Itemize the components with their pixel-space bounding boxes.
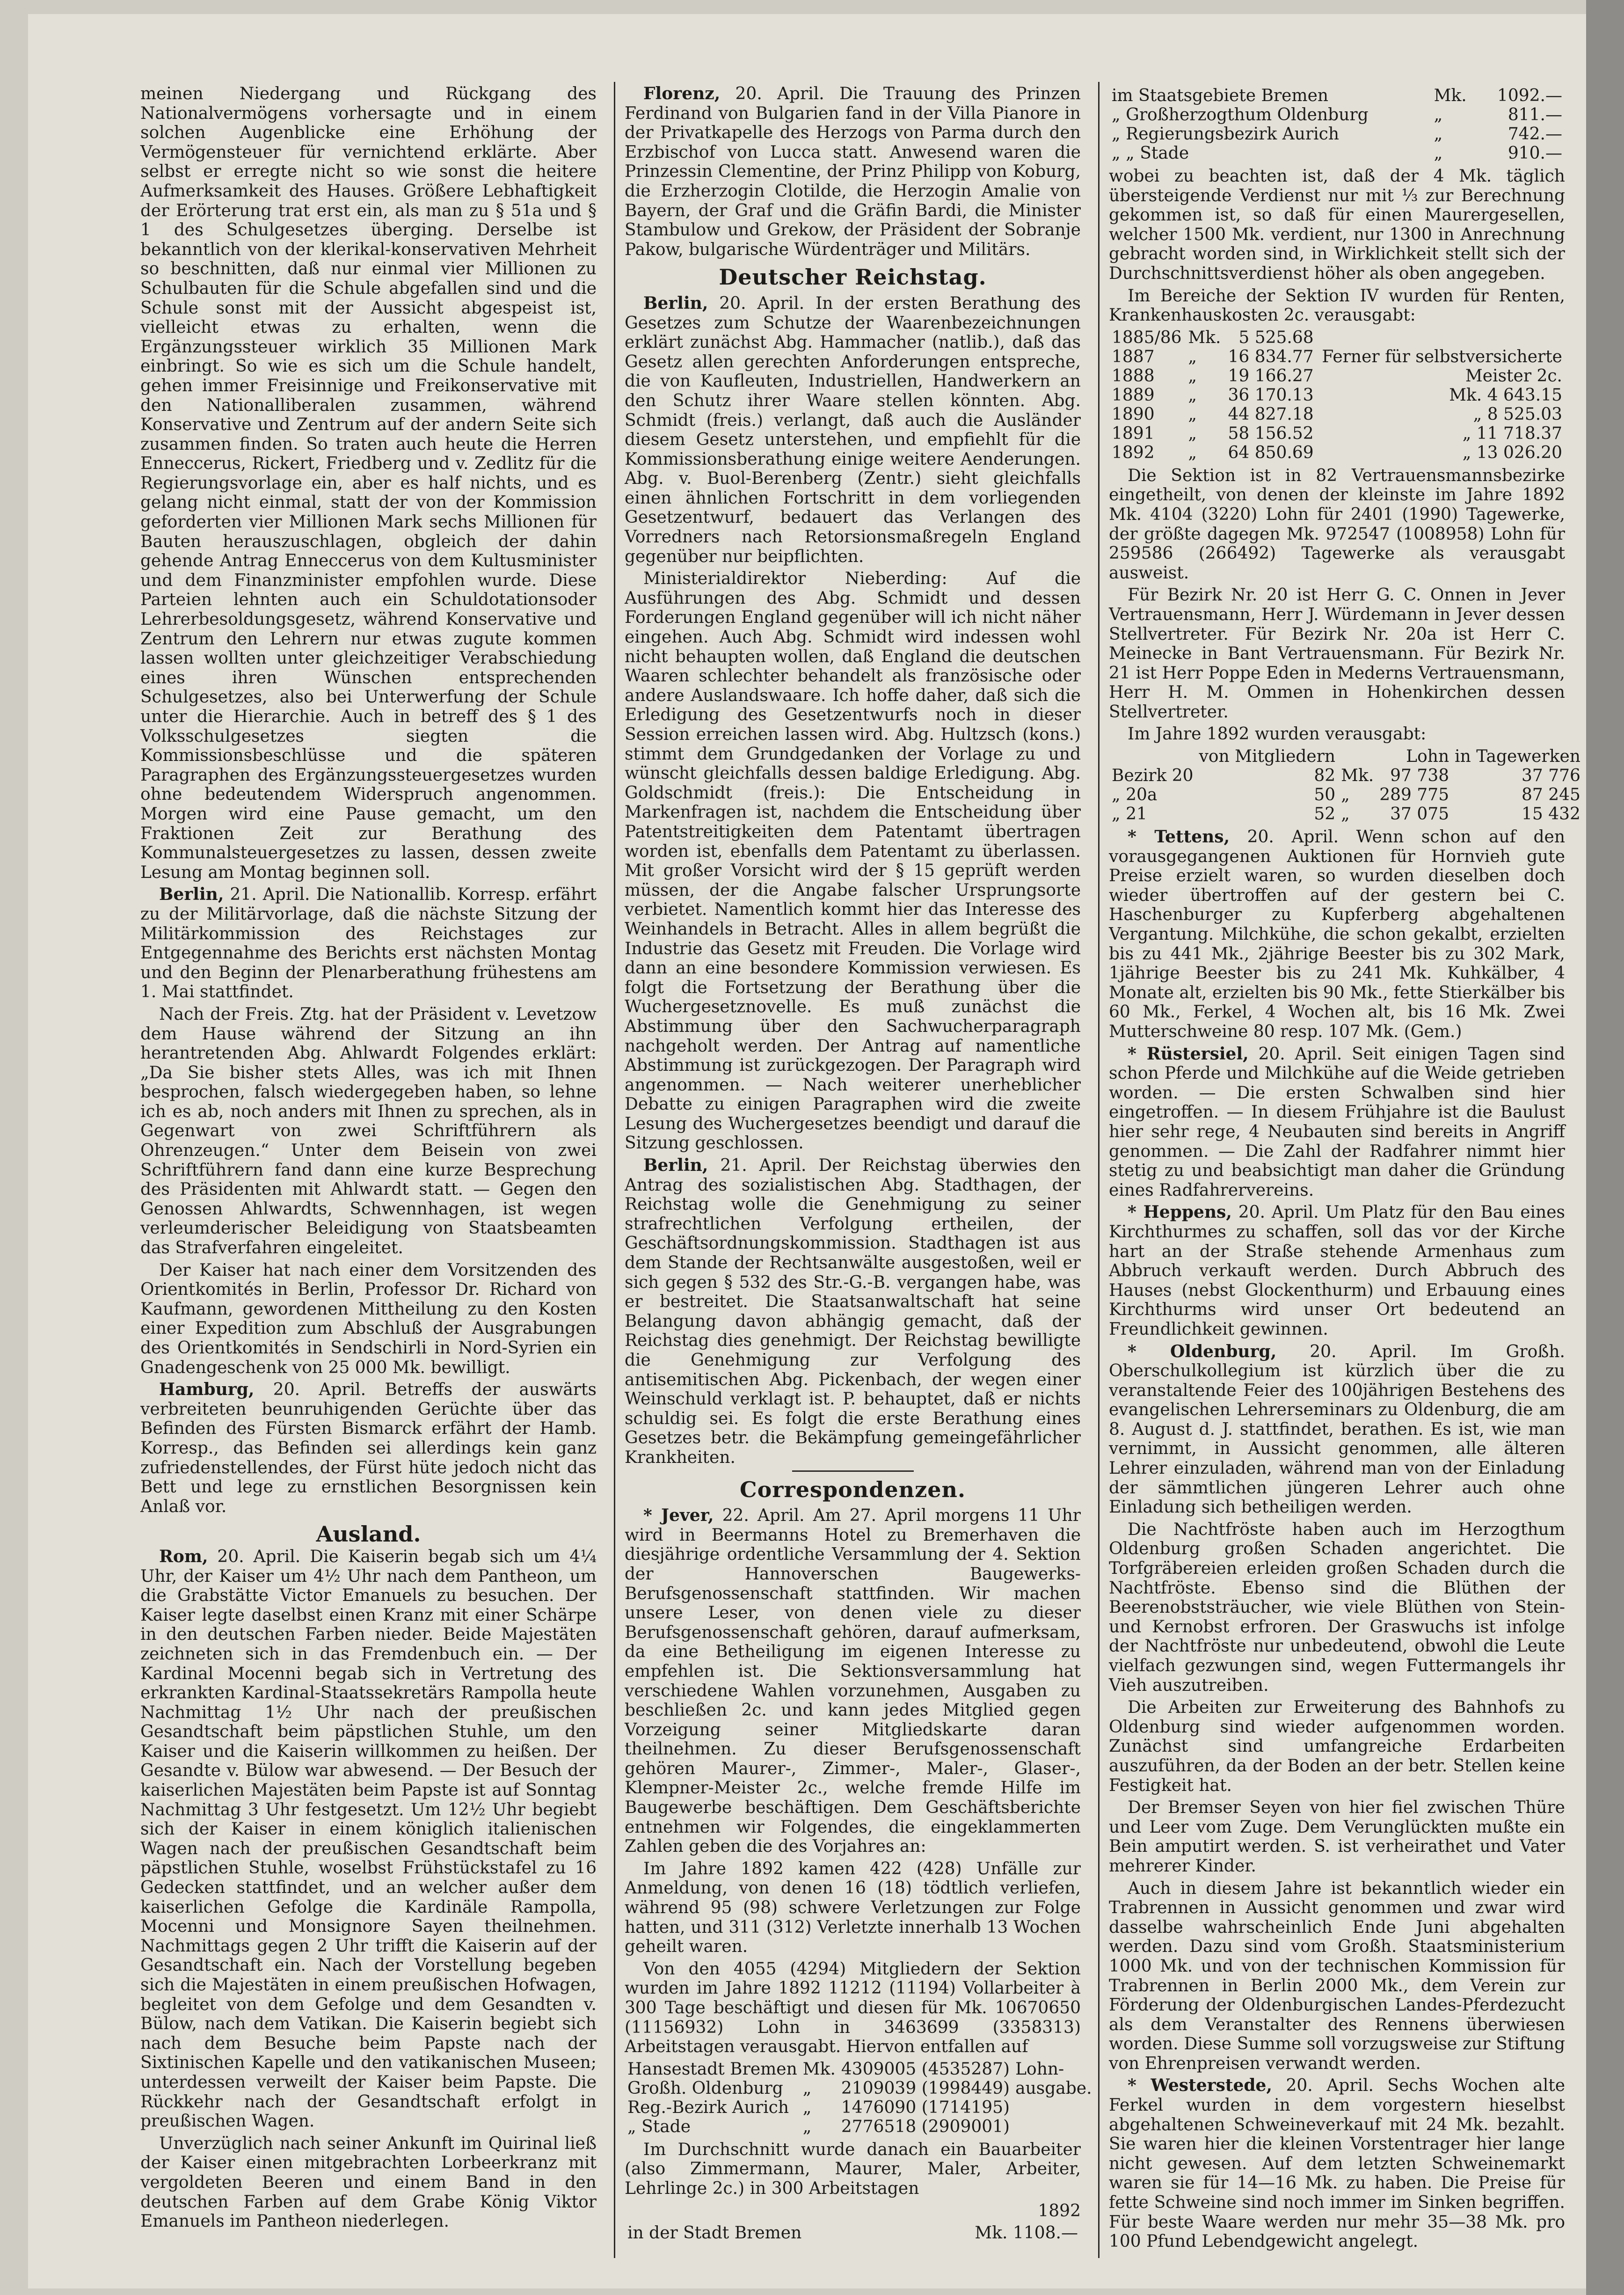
section-divider [792, 1470, 914, 1472]
article-paragraph: wobei zu beachten ist, daß der 4 Mk. täglich übersteigende Verdienst nur mit ⅓ zur Berechnung gekommen ist, so daß für einen Maurergesellen, welcher 1500 Mk. verdient, nur 1300 in Anrechnung gebracht worden sind, in Wirklichkeit stellt sich der Durchschnittsverdienst höher als oben angegeben. [1109, 167, 1565, 283]
article-rom [140, 1547, 597, 2131]
article-paragraph: Ministerialdirektor Nieberding: Auf die Ausführungen des Abg. Schmidt und dessen Forderungen England gegenüber will ich nicht näher eingehen. Auch Abg. Schmidt wird indessen wohl nicht behaupten wollen, daß England die deutschen Waaren schlechter behandelt als französische oder andere Auslandswaare. Ich hoffe daher, daß sich die Erledigung des Gesetzentwurfs noch in dieser Session erreichen lassen wird. Abg. Hultzsch (kons.) stimmt dem Grundgedanken der Vorlage zu und wünscht gleichfalls dessen baldige Erledigung. Abg. Goldschmidt (freis.): Die Entscheidung in Markenfragen ist, nachdem die Entscheidung über Patentstreitigkeiten dem Patentamt übertragen worden ist, ebenfalls dem Patentamt zu überlassen. Mit großer Vorsicht wird der § 15 geprüft werden müssen, der die Angabe falscher Ursprungsorte verbietet. Namentlich kommt hier das Interesse des Weinhandels in Betracht. Alles in allem begrüßt die Industrie das Gesetz mit Freuden. Die Vorlage wird dann an eine besondere Kommission verwiesen. Es folgt die Fortsetzung der Berathung über die Wuchergesetznovelle. Es muß zunächst die Abstimmung über den Sachwucherparagraph nachgeholt werden. Der Antrag auf namentliche Abstimmung ist zurückgezogen. Der Paragraph wird angenommen. — Nach weiterer unerheblicher Debatte zu einigen Paragraphen wird die zweite Lesung des Wuchergesetzes beendigt und darauf die Sitzung geschlossen. [625, 569, 1081, 1153]
dateline-place: * Oldenburg, [1128, 1341, 1277, 1361]
table-header-cell: in Tagewerken [1455, 747, 1580, 767]
article-berlin-21 [140, 885, 597, 1002]
table-cell: 742.— [1507, 124, 1562, 144]
verdienst-table [1109, 86, 1565, 163]
table-header-row [1109, 747, 1583, 766]
table-row [1109, 86, 1565, 105]
table-cell: 15 432 [1521, 804, 1580, 824]
table-row [1109, 328, 1565, 347]
column-2 [625, 84, 1092, 2246]
table-row [1109, 424, 1565, 443]
table-cell [1338, 747, 1376, 766]
table-row [625, 2060, 1095, 2079]
table-cell: „ [1188, 424, 1197, 443]
table-cell: „ [1188, 385, 1197, 405]
table-cell: Mk. [1188, 328, 1221, 347]
table-cell: 37 776 [1521, 766, 1580, 786]
table-cell: 1890 [1112, 404, 1155, 424]
table-cell: „ 20a [1112, 785, 1158, 805]
table-cell: 4309005 (4535287) [841, 2059, 1010, 2079]
table-cell: „ 8 525.03 [1473, 404, 1562, 424]
table-cell: 50 [1314, 785, 1336, 805]
table-cell: 910.— [1507, 144, 1562, 163]
table-cell: 1887 [1112, 347, 1155, 366]
table-cell: Mk. [1434, 86, 1467, 105]
article-paragraph: Nach der Freis. Ztg. hat der Präsident v. Levetzow dem Hause während der Sitzung an ihn herantretenden Abg. Ahlwardt Folgendes erklärt: „Da Sie bisher stets Alles, was ich mit Ihnen besprochen, falsch wiedergegeben haben, so lehne ich es ab, noch anders mit Ihnen zu sprechen, als in Gegenwart von zwei Schriftführern als Ohrenzeugen.“ Unter dem Beisein von zwei Schriftführern fand dann eine kurze Besprechung des Präsidenten mit Ahlwardt statt. — Gegen den Genossen Ahlwardts, Schwennhagen, ist wegen verleumderischer Beleidigung von Staatsbeamten das Strafverfahren eingeleitet. [140, 1004, 597, 1258]
article-paragraph: Die Sektion ist in 82 Vertrauensmannsbezirke eingetheilt, von denen der kleinste im Jahre 1892 Mk. 4104 (3220) Lohn für 2401 (1990) Tagewerke, der größte dagegen Mk. 972547 (1008958) Lohn für 259586 (266492) Tagewerke als verausgabt ausweist. [1109, 466, 1565, 583]
article-florenz [625, 84, 1081, 259]
table-cell: 16 834.77 [1228, 347, 1314, 366]
section-heading-reichstag: Deutscher Reichstag. [719, 264, 987, 290]
article-tettens [1109, 827, 1565, 1042]
table-cell: 289 775 [1379, 785, 1449, 805]
dateline-place: Florenz, [643, 84, 721, 103]
table-cell: Reg.-Bezirk Aurich [627, 2098, 789, 2117]
dateline-place: * Heppens, [1128, 1202, 1232, 1222]
article-text: 20. April. Die Trauung des Prinzen Ferdinand von Bulgarien fand in der Villa Pianore in der Privatkapelle des Herzogs von Parma durch den Erzbischof von Lucca statt. Anwesend waren die Prinzessin Clementine, der Prinz Philipp von Koburg, die Erzherzogin Clotilde, die Herzogin Amalie von Bayern, der Graf und die Gräfin Bardi, die Minister Stambulow und Grekow, der Präsident der Sobranje Pakow, bulgarische Würdenträger und Militärs. [625, 84, 1081, 259]
bremen-line [625, 2223, 1081, 2243]
table-cell: Großh. Oldenburg [627, 2078, 783, 2098]
table-cell: Mk. [1341, 766, 1374, 786]
table-cell: „ [802, 2098, 812, 2117]
article-paragraph: Der Bremser Seyen von hier fiel zwischen Thüre und Leer vom Zuge. Dem Verunglückten mußte ein Bein amputirt werden. S. ist verheirathet und Vater mehrerer Kinder. [1109, 1798, 1565, 1876]
article-paragraph: Im Bereiche der Sektion IV wurden für Renten, Krankenhauskosten 2c. verausgabt: [1109, 286, 1565, 325]
table-cell [1317, 328, 1565, 347]
table-cell: 1892 [1112, 443, 1155, 462]
table-row [1109, 386, 1565, 405]
table-cell: 2109039 (1998449) [841, 2078, 1010, 2098]
table-row [1109, 443, 1565, 462]
table-row [1109, 124, 1565, 144]
table-cell: 1891 [1112, 424, 1155, 443]
renten-table [1109, 328, 1565, 462]
article-text: 20. April. Wenn schon auf den vorausgegangenen Auktionen für Hornvieh gute Preise erzielt waren, so wurden dieselben doch wieder übertroffen auf der gestern bei C. Haschenburger zu Kupferberg abgehaltenen Vergantung. Milchkühe, die schon gekalbt, erzielten bis zu 441 Mk., 2jährige Beester bis zu 302 Mark, 1jährige Beester bis zu 241 Mk. Kuhkälber, 4 Monate alt, erzielten bis 90 Mk., fette Stierkälber bis 60 Mk., Ferkel, 4 Wochen alt, bis 16 Mk. Zwei Mutterschweine 80 resp. 107 Mk. (Gem.) [1109, 827, 1566, 1041]
table-cell [1012, 2098, 1094, 2117]
table-cell: „ [1188, 443, 1197, 462]
table-cell: „ [1434, 124, 1443, 144]
table-cell: 811.— [1507, 105, 1562, 124]
article-text: 21. April. Die Nationallib. Korresp. erfährt zu der Militärvorlage, daß die nächste Sitzung der Militärkommission des Reichstages zur Entgegennahme des Berichts erst nächsten Montag und den Beginn der Plenarberathung frühestens am 1. Mai stattfindet. [140, 885, 597, 1002]
table-cell: „ [1188, 347, 1197, 366]
table-cell: „ [1188, 404, 1197, 424]
section-heading-correspondenzen: Correspondenzen. [740, 1476, 966, 1502]
table-cell: im Staatsgebiete Bremen [1112, 86, 1329, 105]
table-cell: in der Stadt Bremen [627, 2223, 802, 2243]
table-header-cell: Lohn [1406, 747, 1449, 767]
table-cell: Hansestadt Bremen [627, 2059, 797, 2079]
table-cell: „ [802, 2078, 812, 2098]
article-hamburg [140, 1380, 597, 1516]
table-cell: „ [1341, 785, 1350, 805]
article-text: 20. April. Im Großh. Oberschulkollegium ist kürzlich über die zu veranstaltende Feier des 100jährigen Bestehens des evangelischen Lehrerseminars zu Oldenburg, die am 8. August d. J. stattfindet, berathen. Es ist, wie man vernimmt, in Aussicht genommen, alle älteren Lehrer einzuladen, während man von der Einladung der sämmtlichen jüngeren Lehrer auch ohne Einladung sich betheiligen werden. [1109, 1342, 1565, 1517]
article-paragraph: Im Durchschnitt wurde danach ein Bauarbeiter (also Zimmermann, Maurer, Maler, Arbeiter, Lehrlinge 2c.) in 300 Arbeitstagen [625, 2140, 1081, 2198]
table-cell: „ 11 718.37 [1462, 424, 1562, 443]
table-row [625, 2117, 1095, 2136]
page-edge-shadow [1586, 0, 1624, 2295]
article-paragraph: Für Bezirk Nr. 20 ist Herr G. C. Onnen in Jever Vertrauensmann, Herr J. Würdemann in Jever dessen Stellvertreter. Für Bezirk Nr. 20a ist Herr C. Meinecke in Bant Vertrauensmann. Für Bezirk Nr. 21 ist Herr Poppe Eden in Mederns Vertrauensmann, Herr H. M. Ommen in Hohenkirchen dessen Stellvertreter. [1109, 585, 1565, 722]
article-paragraph: Der Kaiser hat nach einer dem Vorsitzenden des Orientkomités in Berlin, Professor Dr. Richard von Kaufmann, gewordenen Mittheilung zu den Kosten einer Expedition zum Abschluß der Ausgrabungen des Orientkomités in Sendschirli in Nord-Syrien ein Gnadengeschenk von 25 000 Mk. bewilligt. [140, 1260, 597, 1377]
article-berlin-20 [625, 294, 1081, 566]
dateline-place: * Jever, [643, 1506, 714, 1526]
table-row [1109, 804, 1583, 824]
section-heading-ausland: Ausland. [316, 1521, 421, 1547]
article-text: 20. April. Um Platz für den Bau eines Kirchthurmes zu schaffen, soll das vor der Kirche hart an der Straße stehende Armenhaus zum Abbruch verkauft werden. Durch Abbruch des Hauses (nebst Glockenthurm) und Erbauung eines Kirchthurms wird unser Ort bedeutend an Freundlichkeit gewinnen. [1109, 1203, 1566, 1339]
table-row [1109, 766, 1583, 785]
table-cell: 97 738 [1390, 766, 1449, 786]
dateline-place: * Westerstede, [1128, 2076, 1272, 2096]
dateline-place: * Rüstersiel, [1128, 1044, 1249, 1064]
dateline-place: Berlin, [643, 293, 708, 313]
table-row [1109, 144, 1565, 163]
article-text: 20. April. Sechs Wochen alte Ferkel wurden in dem vorgestern hieselbst abgehaltenen Schweineverkauf mit 24 Mk. bezahlt. Sie waren hier die kleinen Vorstentrager hier lange nicht gewesen. Auf dem letzten Schweinemarkt waren sie für 14—16 Mk. zu haben. Die Preise für fette Schweine sind noch immer im Sinken begriffen. Für beste Waare werden nur mehr 35—38 Mk. pro 100 Pfund Lebendgewicht angelegt. [1109, 2076, 1566, 2251]
table-row [625, 2079, 1095, 2098]
table-cell: „ Großherzogthum Oldenburg [1112, 105, 1369, 124]
article-paragraph: Von den 4055 (4294) Mitgliedern der Sektion wurden im Jahre 1892 11212 (11194) Vollarbeiter à 300 Tage beschäftigt und diesen für Mk. 10670650 (11156932) Lohn in 3463699 (3358313) Arbeitstagen verausgabt. Hiervon entfallen auf [625, 1959, 1081, 2057]
dateline-place: Hamburg, [159, 1380, 255, 1400]
table-row [1109, 785, 1583, 804]
table-cell: 2776518 (2909001) [841, 2117, 1010, 2136]
article-paragraph: Unverzüglich nach seiner Ankunft im Quirinal ließ der Kaiser einen mitgebrachten Lorbeerkranz mit vergoldeten Beeren und einem Band in den deutschen Farben auf dem Grabe König Viktor Emanuels im Pantheon niederlegen. [140, 2134, 597, 2231]
table-cell: „ [1434, 105, 1443, 124]
table-row [1109, 405, 1565, 424]
table-cell: 1888 [1112, 366, 1155, 386]
table-cell: „ [1341, 804, 1350, 824]
table-cell: Bezirk 20 [1112, 766, 1194, 786]
dateline-place: Rom, [159, 1546, 208, 1566]
table-row [625, 2223, 1081, 2243]
article-ruestersiel [1109, 1045, 1565, 1200]
article-heppens [1109, 1203, 1565, 1339]
table-cell: ausgabe. [1015, 2078, 1092, 2098]
column-rule [614, 82, 615, 2258]
article-paragraph: Im Jahre 1892 wurden verausgabt: [1128, 724, 1427, 744]
table-cell: 36 170.13 [1228, 385, 1314, 405]
table-row [625, 2098, 1095, 2117]
article-text: 20. April. Die Kaiserin begab sich um 4¼ Uhr, der Kaiser um 4½ Uhr nach dem Pantheon, um die Grabstätte Victor Emanuels zu besuchen. Der Kaiser legte daselbst einen Kranz mit einer Schärpe in den deutschen Farben nieder. Beide Majestäten zeichneten sich in das Fremdenbuch ein. — Der Kardinal Mocenni begab sich in Vertretung des erkrankten Kardinal-Staatssekretärs Rampolla heute Nachmittag 1½ Uhr nach der preußischen Gesandtschaft beim päpstlichen Stuhle, um den Kaiser und die Kaiserin willkommen zu heißen. Der Gesandte v. Bülow war abwesend. — Der Besuch der kaiserlichen Majestäten beim Papste ist auf Sonntag Nachmittag 3 Uhr festgesetzt. Um 12½ Uhr begiebt sich der Kaiser in einem königlich italienischen Wagen nach der preußischen Gesandtschaft beim päpstlichen Stuhle, woselbst Frühstückstafel zu 16 Gedecken stattfindet, und an welcher außer dem kaiserlichen Gefolge die Kardinäle Rampolla, Mocenni und Monsignore Sayen theilnehmen. Nachmittags gegen 2 Uhr trifft die Kaiserin auf der Gesandtschaft ein. Nach der Vorstellung begeben sich die Majestäten in einem preußischen Hofwagen, begleitet von dem Gefolge und dem Gesandten v. Bülow, nach dem Vatikan. Die Kaiserin begiebt sich nach dem Besuche beim Papste nach der Sixtinischen Kapelle und den vatikanischen Museen; unterdessen verweilt der Kaiser beim Papste. Die Rückkehr nach der Gesandtschaft erfolgt in preußischen Wagen. [140, 1547, 597, 2131]
table-cell: Mk. 1108.— [975, 2223, 1078, 2243]
article-text: 22. April. Am 27. April morgens 11 Uhr wird in Beermanns Hotel zu Bremerhaven die diesjährige ordentliche Versammlung der 4. Sektion der Hannoverschen Baugewerks-Berufsgenossenschaft stattfinden. Wir machen unsere Leser, von denen viele zu dieser Berufsgenossenschaft gehören, darauf aufmerksam, da eine Betheiligung im eigenen Interesse zu empfehlen ist. Die Sektionsversammlung hat verschiedene Wahlen vorzunehmen, Ausgaben zu beschließen 2c. und kann jedes Mitglied gegen Vorzeigung seiner Mitgliedskarte daran theilnehmen. Zu dieser Berufsgenossenschaft gehören Maurer-, Zimmer-, Maler-, Glaser-, Klempner-Meister 2c., welche fremde Hilfe im Baugewerbe beschäftigen. Dem Geschäftsberichte entnehmen wir Folgendes, die eingeklammerten Zahlen geben die des Vorjahres an: [625, 1506, 1081, 1856]
table-cell: 64 850.69 [1228, 443, 1314, 462]
article-paragraph: Die Nachtfröste haben auch im Herzogthum Oldenburg großen Schaden angerichtet. Die Torfgräbereien erleiden großen Schaden durch die Nachtfröste. Ebenso sind die Blüthen der Beerenobststräucher, wie viele Blüthen von Stein- und Kernobst erfroren. Der Graswuchs ist infolge der Nachtfröste nur unbedeutend, obwohl die Leute vielfach gezwungen sind, wegen Futtermangels ihr Vieh auszutreiben. [1109, 1520, 1565, 1695]
article-berlin-21 [625, 1156, 1081, 1468]
article-jever [625, 1506, 1081, 1856]
bezirk-table [1109, 747, 1583, 824]
table-cell: „ Regierungsbezirk Aurich [1112, 124, 1340, 144]
table-cell: 44 827.18 [1228, 404, 1314, 424]
table-cell: Lohn- [1015, 2059, 1064, 2079]
table-cell: „ [1434, 144, 1443, 163]
table-cell: Ferner für selbstversicherte [1322, 347, 1562, 366]
column-rule [1098, 82, 1100, 2258]
article-oldenburg [1109, 1342, 1565, 1517]
article-text: 20. April. Seit einigen Tagen sind schon Pferde und Milchkühe auf die Weide getrieben worden. — Die ersten Schwalben sind hier eingetroffen. — In diesem Frühjahre ist die Baulust hier sehr rege, 4 Neubauten sind bereits in Angriff genommen. — Die Zahl der Radfahrer nimmt hier stetig zu und beabsichtigt man daher die Gründung eines Radfahrervereins. [1109, 1044, 1565, 1200]
table-cell [1109, 747, 1196, 766]
article-paragraph: Auch in diesem Jahre ist bekanntlich wieder ein Trabrennen in Aussicht genommen und zwar wird dasselbe wahrscheinlich Ende Juni abgehalten werden. Dazu sind vom Großh. Staatsministerium 1000 Mk. und von der technischen Kommission für Trabrennen in Berlin 2000 Mk., dem Verein zur Förderung der Oldenburgischen Landes-Pferdezucht als dem Veranstalter des Rennens überwiesen worden. Diese Summe soll vorzugsweise zur Stiftung von Ehrenpreisen verwandt werden. [1109, 1878, 1565, 2073]
article-paragraph: Die Arbeiten zur Erweiterung des Bahnhofs zu Oldenburg sind wieder aufgenommen worden. Zunächst sind umfangreiche Erdarbeiten auszuführen, da der Boden an der betr. Stellen keine Festigkeit hat. [1109, 1698, 1565, 1795]
table-cell: 52 [1314, 804, 1336, 824]
table-cell: 1889 [1112, 385, 1155, 405]
table-cell: „ 21 [1112, 804, 1147, 824]
year-label: 1892 [1038, 2201, 1081, 2221]
article-text: 20. April. In der ersten Berathung des Gesetzes zum Schutze der Waarenbezeichnungen erklärt zunächst Abg. Hammacher (natlib.), daß das Gesetz allen gerechten Anforderungen entspreche, die von Kaufleuten, Industriellen, Handwerkern an den Schutz ihrer Waare stellen könnten. Abg. Schmidt (freis.) verlangt, daß auch die Ausländer diesem Gesetz unterstehen, und empfiehlt für die Kommissionsberathung einige weitere Aenderungen. Abg. v. Buol-Berenberg (Zentr.) sieht gleichfalls einen ähnlichen Fortschritt in dem vorliegenden Gesetzentwurf, bedauert das Verlangen des Vorredners nach Retorsionsmaßregeln England gegenüber nur beipflichten. [625, 293, 1081, 566]
table-cell: „ [802, 2117, 812, 2136]
table-cell: 1476090 (1714195) [841, 2098, 1010, 2117]
table-cell: „ 13 026.20 [1462, 443, 1562, 462]
table-header-cell: von Mitgliedern [1199, 747, 1336, 767]
table-cell [1012, 2117, 1094, 2136]
table-row [1109, 366, 1565, 386]
table-cell: 37 075 [1390, 804, 1449, 824]
table-cell: 58 156.52 [1228, 424, 1314, 443]
table-cell: 1092.— [1497, 86, 1562, 105]
table-cell: Mk. 4 643.15 [1449, 385, 1562, 405]
table-cell: „ Stade [627, 2117, 691, 2136]
dateline-place: * Tettens, [1128, 827, 1230, 847]
article-westerstede [1109, 2076, 1565, 2251]
article-text: 21. April. Der Reichstag überwies den Antrag des sozialistischen Abg. Stadthagen, der Reichstag wolle die Genehmigung zu seiner strafrechtlichen Verfolgung ertheilen, der Geschäftsordnungskommission. Stadthagen ist aus dem Stande der Rechtsanwälte ausgestoßen, weil er sich gegen § 532 des Str.-G.-B. vergangen habe, was er bestreitet. Die Staatsanwaltschaft hat seine Belangung davon abhängig gemacht, daß der Reichstag dies genehmigt. Der Reichstag bewilligte die Genehmigung zur Verfolgung des antisemitischen Abg. Pickenbach, der wegen einer Weinschuld verklagt ist. P. behauptet, daß er nichts schuldig sei. Es folgt die erste Berathung eines Gesetzes betr. die Bekämpfung gemeingefährlicher Krankheiten. [625, 1156, 1081, 1467]
table-cell: „ „ Stade [1112, 144, 1189, 163]
table-row [1109, 105, 1565, 124]
article-paragraph: Im Jahre 1892 kamen 422 (428) Unfälle zur Anmeldung, von denen 16 (18) tödtlich verliefen, während 95 (98) schwere Verletzungen zur Folge hatten, und 311 (312) Verletzte innerhalb 13 Wochen geheilt waren. [625, 1859, 1081, 1957]
table-cell: 1885/86 [1112, 328, 1182, 347]
table-cell: 82 [1314, 766, 1336, 786]
table-row [1109, 347, 1565, 366]
dateline-place: Berlin, [643, 1155, 708, 1176]
article-text: 20. April. Betreffs der auswärts verbreiteten beunruhigenden Gerüchte über das Befinden des Fürsten Bismarck erfährt der Hamb. Korresp., das Befinden sei allerdings kein ganz zufriedenstellendes, der Fürst hüte jedoch nicht das Bett und lege zu ernstlichen Besorgnissen kein Anlaß vor. [140, 1380, 597, 1516]
table-cell: Meister 2c. [1465, 366, 1562, 386]
column-3 [1109, 84, 1580, 2251]
table-cell: 19 166.27 [1228, 366, 1314, 386]
lohn-table [625, 2060, 1095, 2136]
table-cell: Mk. [802, 2059, 836, 2079]
article-paragraph: meinen Niedergang und Rückgang des Nationalvermögens vorhersagte und in einem solchen Augenblicke eine Erhöhung der Vermögensteuer für vernichtend erklärte. Aber selbst er erregte nicht so wie sonst die heitere Aufmerksamkeit des Hauses. Größere Lebhaftigkeit der Erörterung trat erst ein, als man zu § 51a und § 1 des Schulgesetzes überging. Derselbe ist bekanntlich von der klerikal-konservativen Mehrheit so beschnitten, daß nur einmal vier Millionen zu Schulbauten für die Schule abgefallen sind und die Schule sonst mit der Aussicht abgespeist ist, vielleicht etwas zu erhalten, wenn die Ergänzungssteuer wirklich 35 Millionen Mark einbringt. So wie es sich um die Schule handelt, gehen immer Freisinnige und Freikonservative mit den Nationalliberalen zusammen, während Konservative und Zentrum auf der andern Seite sich zusammen finden. So traten auch heute die Herren Enneccerus, Rickert, Friedberg und v. Zedlitz für die Regierungsvorlage ein, aber es half nichts, und es gelang nicht einmal, statt der von der Kommission geforderten vier Millionen Mark sechs Millionen für Bauten herauszuschlagen, obgleich der dahin gehende Antrag Enneccerus von dem Kultusminister und dem Finanzminister empfohlen wurde. Diese Parteien lehnten auch ein Schuldotationsoder Lehrerbesoldungsgesetz, während Konservative und Zentrum den Lehrern nur etwas zugute kommen lassen wollten unter gleichzeitiger Verabschiedung eines ihren Wünschen entsprechenden Schulgesetzes, also bei Unterwerfung der Schule unter die Hierarchie. Auch in betreff des § 1 des Volksschulgesetzes siegten die Kommissionsbeschlüsse und die späteren Paragraphen des Ergänzungssteuergesetzes wurden ohne bedeutendem Widerspruch angenommen. Morgen wird eine Pause gemacht, um den Fraktionen Zeit zur Berathung des Kommunalsteuergesetzes zu lassen, dessen zweite Lesung am Montag beginnen soll. [140, 84, 597, 882]
dateline-place: Berlin, [159, 884, 224, 905]
table-cell: „ [1188, 366, 1197, 386]
table-cell: 87 245 [1521, 785, 1580, 805]
column-1 [140, 84, 597, 2246]
table-cell: 5 525.68 [1238, 328, 1314, 347]
